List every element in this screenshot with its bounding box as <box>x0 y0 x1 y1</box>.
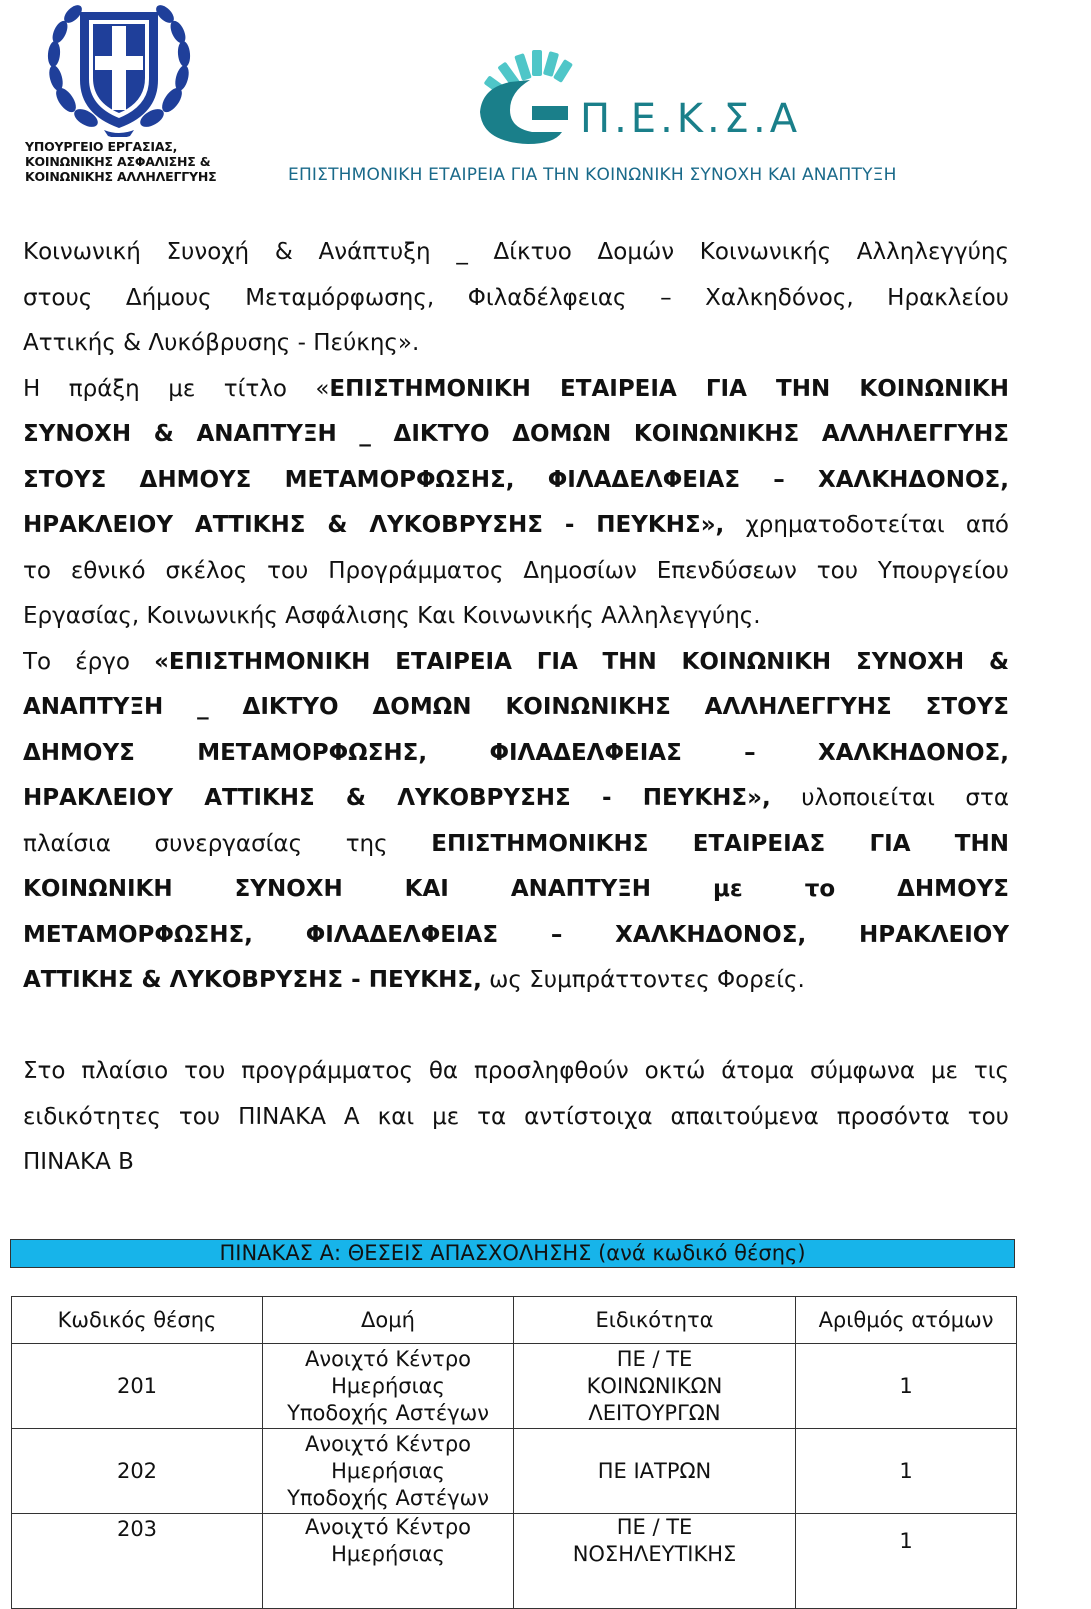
specialty-cell <box>514 1429 796 1514</box>
position-code: 202 <box>12 1429 263 1514</box>
table-row <box>12 1429 1017 1514</box>
bold-text-run: «ΕΠΙΣΤΗΜΟΝΙΚΗ ΕΤΑΙΡΕΙΑ ΓΙΑ ΤΗΝ ΚΟΙΝΩΝΙΚΗ ΣΥΝΟΧΗ & <box>154 648 1009 675</box>
greek-coat-of-arms-icon <box>44 2 194 137</box>
bold-text-run: ΗΡΑΚΛΕΙΟΥ ΑΤΤΙΚΗΣ & ΛΥΚΟΒΡΥΣΗΣ - ΠΕΥΚΗΣ», <box>23 512 725 538</box>
text-line <box>23 640 1009 686</box>
specialty-line: ΛΕΙΤΟΥΡΓΩΝ <box>588 1400 721 1425</box>
text-run: Η πράξη με τίτλο « <box>23 375 330 402</box>
paragraph-3 <box>23 640 1009 1004</box>
paragraph-1 <box>23 230 1009 367</box>
text-run: ως Συμπράττοντες Φορείς. <box>481 967 805 993</box>
specialty-cell <box>514 1344 796 1429</box>
ministry-name-line: ΚΟΙΝΩΝΙΚΗΣ ΑΣΦΑΛΙΣΗΣ & <box>25 154 211 169</box>
text-line: ΔΗΜΟΥΣ ΜΕΤΑΜΟΡΦΩΣΗΣ, ΦΙΛΑΔΕΛΦΕΙΑΣ – ΧΑΛΚΗΔΟΝΟΣ, <box>23 739 1009 766</box>
text-line <box>23 822 1009 868</box>
text-line: ΚΟΙΝΩΝΙΚΗ ΣΥΝΟΧΗ ΚΑΙ ΑΝΑΠΤΥΞΗ με το ΔΗΜΟΥΣ <box>23 876 1009 902</box>
text-line <box>23 367 1009 413</box>
letterhead <box>0 0 1091 200</box>
text-run: Το έργο <box>23 648 155 675</box>
ministry-name-line: ΚΟΙΝΩΝΙΚΗΣ ΑΛΛΗΛΕΓΓΥΗΣ <box>25 169 217 184</box>
table-a-heading: ΠΙΝΑΚΑΣ Α: ΘΕΣΕΙΣ ΑΠΑΣΧΟΛΗΣΗΣ (ανά κωδικό θέσης) <box>10 1239 1015 1268</box>
column-header-code: Κωδικός θέσης <box>12 1297 263 1344</box>
text-line: ΑΝΑΠΤΥΞΗ _ ΔΙΚΤΥΟ ΔΟΜΩΝ ΚΟΙΝΩΝΙΚΗΣ ΑΛΛΗΛΕΓΓΥΗΣ ΣΤΟΥΣ <box>23 694 1009 720</box>
structure-line: Ανοιχτό Κέντρο <box>304 1431 472 1456</box>
position-code: 201 <box>12 1344 263 1429</box>
structure-cell <box>263 1429 514 1514</box>
specialty-line: ΠΕ / ΤΕ <box>616 1515 693 1539</box>
organization-tagline: ΕΠΙΣΤΗΜΟΝΙΚΗ ΕΤΑΙΡΕΙΑ ΓΙΑ ΤΗΝ ΚΟΙΝΩΝΙΚΗ ΣΥΝΟΧΗ ΚΑΙ ΑΝΑΠΤΥΞΗ <box>288 165 897 185</box>
text-line <box>23 958 1009 1004</box>
specialty-line: ΝΟΣΗΛΕΥΤΙΚΗΣ <box>572 1542 737 1566</box>
structure-line: Ανοιχτό Κέντρο <box>304 1515 472 1539</box>
structure-line: Υποδοχής Αστέγων <box>287 1400 489 1425</box>
organization-logo <box>470 40 830 154</box>
bold-text-run: ΕΠΙΣΤΗΜΟΝΙΚΗΣ ΕΤΑΙΡΕΙΑΣ ΓΙΑ ΤΗΝ <box>431 830 1009 857</box>
text-line: Κοινωνική Συνοχή & Ανάπτυξη _ Δίκτυο Δομών Κοινωνικής Αλληλεγγύης <box>23 239 1009 265</box>
text-line: ΣΤΟΥΣ ΔΗΜΟΥΣ ΜΕΤΑΜΟΡΦΩΣΗΣ, ΦΙΛΑΔΕΛΦΕΙΑΣ – ΧΑΛΚΗΔΟΝΟΣ, <box>23 466 1009 493</box>
structure-line: Υποδοχής Αστέγων <box>287 1485 489 1510</box>
text-run: υλοποιείται στα <box>770 785 1009 811</box>
structure-cell <box>263 1344 514 1429</box>
table-header-row <box>12 1297 1017 1344</box>
text-line <box>23 503 1009 549</box>
text-line: στους Δήμους Μεταμόρφωσης, Φιλαδέλφειας – Χαλκηδόνος, Ηρακλείου <box>23 284 1009 311</box>
position-count: 1 <box>796 1344 1017 1429</box>
bold-text-run: ΗΡΑΚΛΕΙΟΥ ΑΤΤΙΚΗΣ & ΛΥΚΟΒΡΥΣΗΣ - ΠΕΥΚΗΣ», <box>23 785 771 811</box>
specialty-line: ΚΟΙΝΩΝΙΚΩΝ <box>586 1373 723 1398</box>
text-run: πλαίσια συνεργασίας της <box>23 830 432 857</box>
paragraph-spacer <box>23 1004 1009 1050</box>
structure-line: Ημερήσιας <box>331 1373 445 1398</box>
ministry-logo <box>20 2 217 192</box>
ministry-name-line: ΥΠΟΥΡΓΕΙΟ ΕΡΓΑΣΙΑΣ, <box>25 139 178 154</box>
text-run: χρηματοδοτείται από <box>724 512 1009 538</box>
position-count: 1 <box>796 1514 1017 1609</box>
text-line: Εργασίας, Κοινωνικής Ασφάλισης Και Κοινωνικής Αλληλεγγύης. <box>23 603 761 629</box>
ministry-name <box>25 139 225 184</box>
text-line <box>23 776 1009 822</box>
text-line: ΠΙΝΑΚΑ Β <box>23 1149 134 1175</box>
bold-text-run: ΑΤΤΙΚΗΣ & ΛΥΚΟΒΡΥΣΗΣ - ΠΕΥΚΗΣ, <box>23 967 482 993</box>
table-row <box>12 1344 1017 1429</box>
specialty-line: ΠΕ ΙΑΤΡΩΝ <box>597 1458 712 1483</box>
positions-table <box>11 1296 1017 1609</box>
structure-line: Ανοιχτό Κέντρο <box>304 1346 472 1371</box>
structure-line: Ημερήσιας <box>331 1542 445 1566</box>
text-line: ΜΕΤΑΜΟΡΦΩΣΗΣ, ΦΙΛΑΔΕΛΦΕΙΑΣ – ΧΑΛΚΗΔΟΝΟΣ, ΗΡΑΚΛΕΙΟΥ <box>23 921 1009 948</box>
structure-cell <box>263 1514 514 1609</box>
text-line: Στο πλαίσιο του προγράμματος θα προσληφθούν οκτώ άτομα σύμφωνα με τις <box>23 1058 1009 1084</box>
text-line: ειδικότητες του ΠΙΝΑΚΑ Α και με τα αντίστοιχα απαιτούμενα προσόντα του <box>23 1103 1009 1130</box>
structure-line: Ημερήσιας <box>331 1458 445 1483</box>
paragraph-2 <box>23 367 1009 640</box>
text-line: ΣΥΝΟΧΗ & ΑΝΑΠΤΥΞΗ _ ΔΙΚΤΥΟ ΔΟΜΩΝ ΚΟΙΝΩΝΙΚΗΣ ΑΛΛΗΛΕΓΓΥΗΣ <box>23 421 1009 447</box>
position-count: 1 <box>796 1429 1017 1514</box>
announcement-body <box>23 230 1009 1186</box>
paragraph-4 <box>23 1049 1009 1186</box>
organization-logo-icon <box>470 40 830 150</box>
position-code: 203 <box>12 1514 263 1609</box>
column-header-structure: Δομή <box>263 1297 514 1344</box>
column-header-specialty: Ειδικότητα <box>514 1297 796 1344</box>
text-line: Αττικής & Λυκόβρυσης - Πεύκης». <box>23 330 420 356</box>
specialty-line: ΠΕ / ΤΕ <box>616 1346 693 1371</box>
table-row <box>12 1514 1017 1609</box>
organization-logo-text: Π.Ε.Κ.Σ.Α <box>580 96 802 142</box>
column-header-count: Αριθμός ατόμων <box>796 1297 1017 1344</box>
text-line: το εθνικό σκέλος του Προγράμματος Δημοσίων Επενδύσεων του Υπουργείου <box>23 557 1009 584</box>
specialty-cell <box>514 1514 796 1609</box>
bold-text-run: ΕΠΙΣΤΗΜΟΝΙΚΗ ΕΤΑΙΡΕΙΑ ΓΙΑ ΤΗΝ ΚΟΙΝΩΝΙΚΗ <box>329 375 1009 402</box>
